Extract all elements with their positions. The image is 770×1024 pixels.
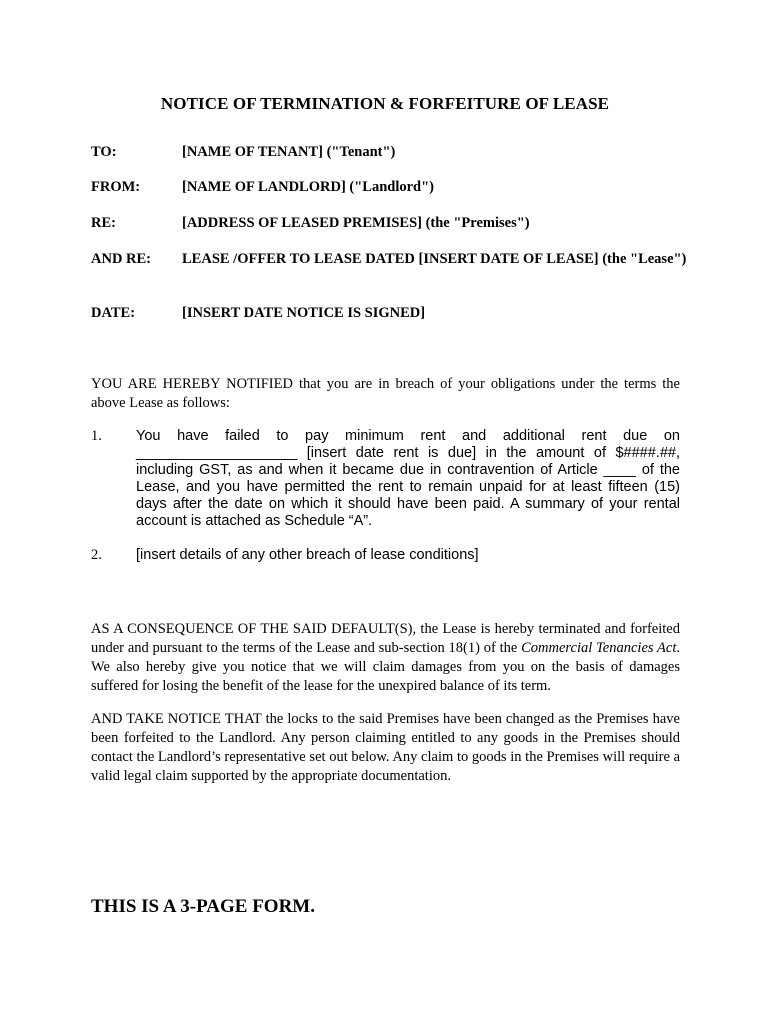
header-value: [ADDRESS OF LEASED PREMISES] (the "Premises") — [182, 215, 530, 231]
consequence-text-start: AS A CONSEQUENCE OF THE SAID DEFAULT(S), the Lease is hereby terminated and forfeited under and pursuant to the terms of the Lease and sub-section 18(1) of the — [91, 621, 680, 656]
intro-paragraph: YOU ARE HEREBY NOTIFIED that you are in breach of your obligations under the terms the above Lease as follows: — [91, 376, 680, 411]
list-item-text: [insert details of any other breach of lease conditions] — [136, 547, 479, 563]
header-label: RE: — [91, 215, 116, 231]
header-label: AND RE: — [91, 251, 152, 267]
header-value: [INSERT DATE NOTICE IS SIGNED] — [182, 305, 426, 321]
document-title: NOTICE OF TERMINATION & FORFEITURE OF LEASE — [160, 94, 610, 113]
header-label: TO: — [91, 144, 117, 160]
list-item-number: 1. — [91, 428, 102, 444]
act-name: Commercial Tenancies Act — [521, 640, 677, 656]
header-value: [NAME OF LANDLORD] ("Landlord") — [182, 179, 434, 195]
list-item-number: 2. — [91, 547, 102, 563]
header-value: [NAME OF TENANT] ("Tenant") — [182, 144, 396, 160]
consequence-paragraph — [91, 620, 680, 696]
header-label: DATE: — [91, 305, 136, 321]
list-item-text: You have failed to pay minimum rent and additional rent due on ____________________ [insert date rent is due] in the amount of $####.##, including GST, as and when it became due in contravention of Article ____ of the Lease, and you have permitted the rent to remain unpaid for at least fifteen (15) days after the date on which it should have been paid. A summary of your rental account is attached as Schedule “A”. — [136, 428, 680, 529]
header-label: FROM: — [91, 179, 141, 195]
take-notice-paragraph: AND TAKE NOTICE THAT the locks to the said Premises have been changed as the Premises have been forfeited to the Landlord. Any person claiming entitled to any goods in the Premises should contact the Landlord’s representative set out below. Any claim to goods in the Premises will require a valid legal claim supported by the appropriate documentation. — [91, 711, 680, 784]
header-value: LEASE /OFFER TO LEASE DATED [INSERT DATE OF LEASE] (the "Lease") — [182, 251, 687, 267]
page-count-note: THIS IS A 3-PAGE FORM. — [91, 896, 315, 917]
consequence-text-end: . We also hereby give you notice that we will claim damages from you on the basis of damages suffered for losing the benefit of the lease for the unexpired balance of its term. — [91, 640, 681, 694]
